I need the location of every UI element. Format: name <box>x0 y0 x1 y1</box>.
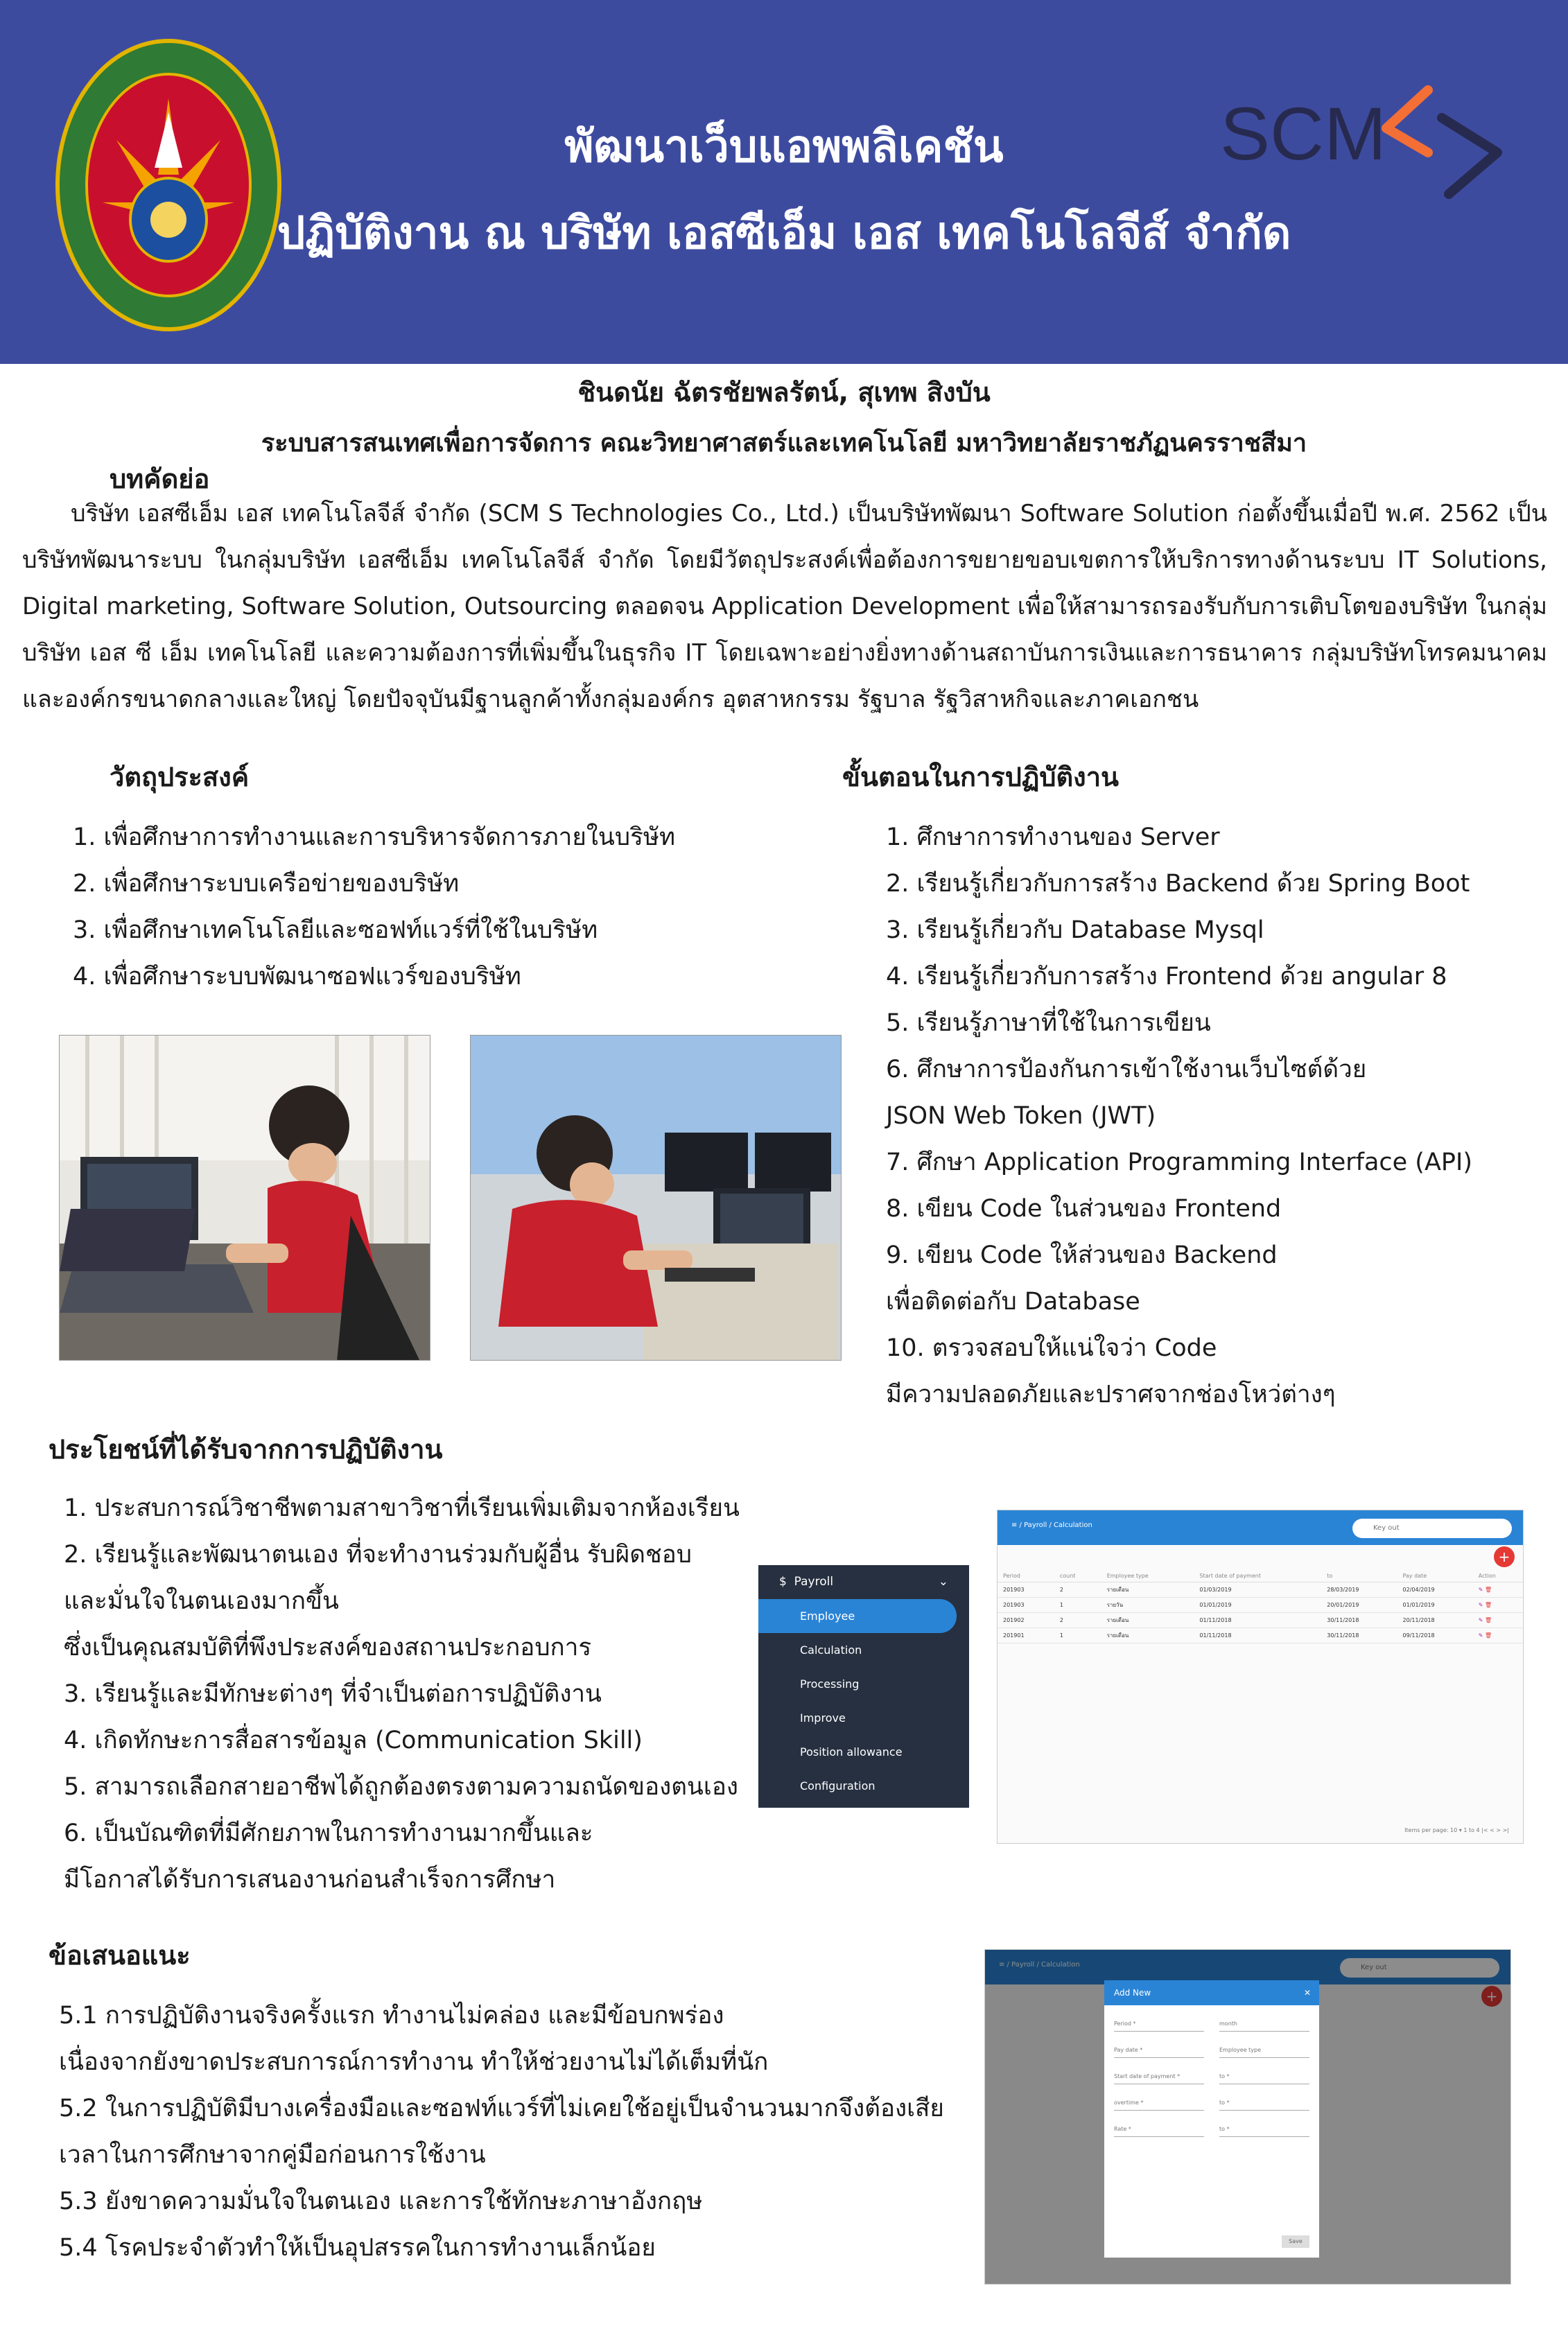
photo-student-working-2-image <box>471 1036 842 1361</box>
list-item: 6. เป็นบัณฑิตที่มีศักยภาพในการทำงานมากขึ้นและ <box>64 1820 593 1847</box>
table-row[interactable] <box>998 1598 1523 1613</box>
list-item: เพื่อติดต่อกับ Database <box>886 1288 1140 1316</box>
sidebar-group-payroll[interactable] <box>758 1565 969 1599</box>
cell <box>1473 1598 1523 1613</box>
cell: 201901 <box>998 1628 1054 1643</box>
column-header[interactable]: Period <box>998 1570 1054 1582</box>
form-row <box>1104 2021 1319 2032</box>
form-row <box>1104 2100 1319 2111</box>
list-item: ซึ่งเป็นคุณสมบัติที่พึงประสงค์ของสถานประกอบการ <box>64 1634 592 1661</box>
cell: 201903 <box>998 1582 1054 1598</box>
cell: 201903 <box>998 1598 1054 1613</box>
sidebar-item-position-allowance[interactable]: Position allowance <box>800 1745 903 1759</box>
column-header[interactable]: Employee type <box>1101 1570 1194 1582</box>
breadcrumb: ≡ / Payroll / Calculation <box>999 1961 1080 1969</box>
cell: 01/01/2019 <box>1397 1598 1473 1613</box>
calculation-table-screenshot <box>997 1510 1524 1844</box>
rate-field[interactable]: Rate * <box>1114 2126 1204 2137</box>
scm-logo-text: SCM <box>1220 91 1386 175</box>
cell: 02/04/2019 <box>1397 1582 1473 1598</box>
cell: 28/03/2019 <box>1321 1582 1397 1598</box>
benefits-list <box>64 1485 740 1903</box>
cell: 20/11/2018 <box>1397 1613 1473 1628</box>
cell: รายวัน <box>1101 1598 1194 1613</box>
table-row[interactable] <box>998 1582 1523 1598</box>
procedure-list <box>886 814 1472 1418</box>
list-item: 2. เรียนรู้เกี่ยวกับการสร้าง Backend ด้วย Spring Boot <box>886 870 1470 898</box>
authors: ชินดนัย ฉัตรชัยพลรัตน์, สุเทพ สิงบัน <box>577 377 991 408</box>
column-header[interactable]: count <box>1054 1570 1101 1582</box>
column-header[interactable]: Pay date <box>1397 1570 1473 1582</box>
list-item: 4. เกิดทักษะการสื่อสารข้อมูล (Communication Skill) <box>64 1727 643 1754</box>
add-button[interactable]: + <box>1494 1546 1515 1567</box>
search-input[interactable]: Key out <box>1352 1519 1512 1538</box>
header-banner <box>0 0 1568 364</box>
payroll-sidebar-screenshot <box>758 1565 969 1808</box>
period-field[interactable]: Period * <box>1114 2021 1204 2032</box>
university-seal-icon <box>54 36 283 334</box>
list-item: 4. เรียนรู้เกี่ยวกับการสร้าง Frontend ด้วย angular 8 <box>886 963 1447 991</box>
procedure-heading: ขั้นตอนในการปฏิบัติงาน <box>842 762 1120 792</box>
poster-title-line-2: ปฏิบัติงาน ณ บริษัท เอสซีเอ็ม เอส เทคโนโลจีส์ จำกัด <box>277 208 1291 259</box>
column-header[interactable]: to <box>1321 1570 1397 1582</box>
form-row <box>1104 2126 1319 2137</box>
abstract-heading: บทคัดย่อ <box>110 464 210 494</box>
form-row <box>1104 2073 1319 2084</box>
cell: 01/11/2018 <box>1194 1628 1321 1643</box>
list-item: 4. เพื่อศึกษาระบบพัฒนาซอฟแวร์ของบริษัท <box>73 963 521 991</box>
cell: 30/11/2018 <box>1321 1613 1397 1628</box>
table-row[interactable] <box>998 1628 1523 1643</box>
list-item: 5.2 ในการปฏิบัติมีบางเครื่องมือและซอฟท์แวร์ที่ไม่เคยใช้อยู่เป็นจำนวนมากจึงต้องเสีย <box>59 2095 944 2122</box>
calculation-table <box>998 1570 1523 1643</box>
table-header-row <box>998 1570 1523 1582</box>
delete-icon[interactable]: 🗑 <box>1484 1587 1492 1593</box>
cell <box>1473 1628 1523 1643</box>
save-button[interactable]: Save <box>1282 2235 1309 2248</box>
cell: 01/03/2019 <box>1194 1582 1321 1598</box>
list-item: 8. เขียน Code ในส่วนของ Frontend <box>886 1195 1282 1223</box>
list-item: 1. ประสบการณ์วิชาชีพตามสาขาวิชาที่เรียนเพิ่มเติมจากห้องเรียน <box>64 1494 740 1522</box>
overtime-to-field[interactable]: to * <box>1219 2100 1309 2111</box>
photo-student-working-2 <box>470 1035 842 1361</box>
cell: 201902 <box>998 1613 1054 1628</box>
sidebar-item-calculation[interactable]: Calculation <box>800 1643 862 1657</box>
sidebar-item-configuration[interactable]: Configuration <box>800 1779 876 1792</box>
list-item: 5.3 ยังขาดความมั่นใจในตนเอง และการใช้ทักษะภาษาอังกฤษ <box>59 2188 703 2215</box>
list-item: มีความปลอดภัยและปราศจากช่องโหว่ต่างๆ <box>886 1381 1336 1408</box>
abstract-body: บริษัท เอสซีเอ็ม เอส เทคโนโลจีส์ จำกัด (SCM S Technologies Co., Ltd.) เป็นบริษัทพัฒนา Software Solution ก่อตั้งขึ้นเมื่อปี พ.ศ. 2562 เป็นบริษัทพัฒนาระบบ ในกลุ่มบริษัท เอสซีเอ็ม เทคโนโลจีส์ จำกัด โดยมีวัตถุประสงค์เพื่อต้องการขยายขอบเขตการให้บริการทางด้านระบบ IT Solutions, Digital marketing, Software Solution, Outsourcing ตลอดจน Application Development เพื่อให้สามารถรองรับกับการเติบโตของบริษัท ในกลุ่มบริษัท เอส ซี เอ็ม เทคโนโลยี และความต้องการที่เพิ่มขึ้นในธุรกิจ IT โดยเฉพาะอย่างยิ่งทางด้านสถาบันการเงินและการธนาคาร กลุ่มบริษัทโทรคมนาคม และองค์กรขนาดกลางและใหญ่ โดยปัจจุบันมีฐานลูกค้าทั้งกลุ่มองค์กร อุตสาหกรรม รัฐบาล รัฐวิสาหกิจและภาคเอกชน <box>22 500 1547 713</box>
list-item: 9. เขียน Code ให้ส่วนของ Backend <box>886 1241 1278 1269</box>
table-row[interactable] <box>998 1613 1523 1628</box>
cell: 09/11/2018 <box>1397 1628 1473 1643</box>
cell: 01/11/2018 <box>1194 1613 1321 1628</box>
sidebar-item-improve[interactable]: Improve <box>800 1711 846 1725</box>
list-item: และมั่นใจในตนเองมากขึ้น <box>64 1587 339 1615</box>
sidebar-group-label: Payroll <box>794 1575 834 1589</box>
add-new-dialog <box>1104 1980 1319 2258</box>
dialog-title-text: Add New <box>1114 1988 1151 1998</box>
start-date-field[interactable]: Start date of payment * <box>1114 2073 1204 2084</box>
objectives-heading: วัตถุประสงค์ <box>110 762 250 792</box>
benefits-heading: ประโยชน์ที่ได้รับจากการปฏิบัติงาน <box>49 1434 443 1465</box>
sidebar-item-processing[interactable]: Processing <box>800 1677 860 1691</box>
cell: รายเดือน <box>1101 1582 1194 1598</box>
cell: รายเดือน <box>1101 1628 1194 1643</box>
month-field[interactable]: month <box>1219 2021 1309 2032</box>
list-item: 7. ศึกษา Application Programming Interface (API) <box>886 1149 1472 1176</box>
edit-icon[interactable]: ✎ <box>1478 1602 1483 1608</box>
cell: 20/01/2019 <box>1321 1598 1397 1613</box>
list-item: 6. ศึกษาการป้องกันการเข้าใช้งานเว็บไซต์ด้วย <box>886 1056 1367 1083</box>
list-item: 5.4 โรคประจำตัวทำให้เป็นอุปสรรคในการทำงานเล็กน้อย <box>59 2234 656 2262</box>
list-item: 5. สามารถเลือกสายอาชีพได้ถูกต้องตรงตามความถนัดของตนเอง <box>64 1773 738 1801</box>
column-header: Action <box>1473 1570 1523 1582</box>
paginator[interactable]: Items per page: 10 ▾ 1 to 4 |< < > >| <box>1404 1827 1509 1833</box>
suggestions-list <box>59 1993 944 2271</box>
search-input[interactable]: Key out <box>1340 1958 1499 1978</box>
cell: 2 <box>1054 1613 1101 1628</box>
cell: 30/11/2018 <box>1321 1628 1397 1643</box>
list-item: เวลาในการศึกษาจากคู่มือก่อนการใช้งาน <box>59 2141 486 2169</box>
rate-to-field[interactable]: to * <box>1219 2126 1309 2137</box>
list-item: 3. เรียนรู้เกี่ยวกับ Database Mysql <box>886 916 1264 944</box>
breadcrumb: ≡ / Payroll / Calculation <box>1011 1521 1092 1529</box>
add-new-dialog-screenshot <box>984 1949 1511 2285</box>
list-item: มีโอกาสได้รับการเสนองานก่อนสำเร็จการศึกษา <box>64 1866 556 1894</box>
list-item: 3. เรียนรู้และมีทักษะต่างๆ ที่จำเป็นต่อการปฏิบัติงาน <box>64 1680 602 1708</box>
delete-icon[interactable]: 🗑 <box>1484 1602 1492 1608</box>
delete-icon[interactable]: 🗑 <box>1484 1632 1492 1639</box>
list-item: 2. เรียนรู้และพัฒนาตนเอง ที่จะทำงานร่วมกับผู้อื่น รับผิดชอบ <box>64 1541 692 1569</box>
cell: รายเดือน <box>1101 1613 1194 1628</box>
column-header[interactable]: Start date of payment <box>1194 1570 1321 1582</box>
add-button[interactable]: + <box>1481 1986 1502 2007</box>
poster-title-line-1: พัฒนาเว็บแอพพลิเคชัน <box>564 121 1004 173</box>
list-item: 5.1 การปฏิบัติงานจริงครั้งแรก ทำงานไม่คล่อง และมีข้อบกพร่อง <box>59 2002 724 2030</box>
cell: 1 <box>1054 1598 1101 1613</box>
employee-type-field[interactable]: Employee type <box>1219 2047 1309 2058</box>
scm-logo-icon <box>1220 76 1511 201</box>
edit-icon[interactable]: ✎ <box>1478 1587 1483 1593</box>
pay-date-field[interactable]: Pay date * <box>1114 2047 1204 2058</box>
cell <box>1473 1582 1523 1598</box>
close-icon[interactable]: ✕ <box>1303 1988 1311 1998</box>
sidebar-item-employee[interactable]: Employee <box>758 1599 957 1633</box>
list-item: 10. ตรวจสอบให้แน่ใจว่า Code <box>886 1334 1217 1362</box>
cell: 01/01/2019 <box>1194 1598 1321 1613</box>
list-item: 2. เพื่อศึกษาระบบเครือข่ายของบริษัท <box>73 870 460 898</box>
list-item: 1. เพื่อศึกษาการทำงานและการบริหารจัดการภายในบริษัท <box>73 823 676 851</box>
objectives-list <box>73 814 675 1000</box>
list-item: JSON Web Token (JWT) <box>886 1102 1156 1130</box>
app-toolbar <box>998 1510 1523 1545</box>
suggestions-heading: ข้อเสนอแนะ <box>49 1940 191 1971</box>
chevron-down-icon: ⌄ <box>938 1575 948 1589</box>
edit-icon[interactable]: ✎ <box>1478 1617 1483 1623</box>
edit-icon[interactable]: ✎ <box>1478 1632 1483 1639</box>
list-item: 1. ศึกษาการทำงานของ Server <box>886 823 1220 851</box>
form-row <box>1104 2047 1319 2058</box>
cell <box>1473 1613 1523 1628</box>
list-item: เนื่องจากยังขาดประสบการณ์การทำงาน ทำให้ช่วยงานไม่ได้เต็มที่นัก <box>59 2048 769 2076</box>
photo-student-working-1 <box>59 1035 430 1361</box>
to-date-field[interactable]: to * <box>1219 2073 1309 2084</box>
photo-student-working-1-image <box>60 1036 430 1361</box>
overtime-field[interactable]: overtime * <box>1114 2100 1204 2111</box>
affiliation: ระบบสารสนเทศเพื่อการจัดการ คณะวิทยาศาสตร์และเทคโนโลยี มหาวิทยาลัยราชภัฏนครราชสีมา <box>261 429 1307 457</box>
dollar-icon: $ <box>779 1575 787 1589</box>
dialog-title <box>1104 1980 1319 2005</box>
delete-icon[interactable]: 🗑 <box>1484 1617 1492 1623</box>
list-item: 3. เพื่อศึกษาเทคโนโลยีและซอฟท์แวร์ที่ใช้ในบริษัท <box>73 916 598 944</box>
cell: 1 <box>1054 1628 1101 1643</box>
cell: 2 <box>1054 1582 1101 1598</box>
list-item: 5. เรียนรู้ภาษาที่ใช้ในการเขียน <box>886 1009 1211 1037</box>
